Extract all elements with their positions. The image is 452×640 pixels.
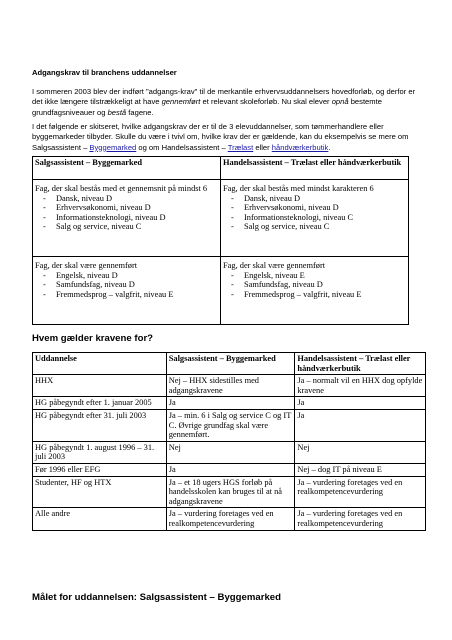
table-cell <box>33 257 221 325</box>
table-cell <box>221 180 409 257</box>
text-run: og om Handelsassistent – <box>136 142 228 152</box>
cell-title: Fag, der skal bestås med mindst karakteren 6 <box>223 184 374 193</box>
table-cell: Ja <box>295 409 426 441</box>
section-heading: Adgangskrav til branchens uddannelser <box>32 68 177 77</box>
header-salgsassistent: Salgsassistent – Byggemarked <box>33 157 221 180</box>
table-cell: Studenter, HF og HTX <box>33 476 167 508</box>
list-item: - Salg og service, niveau C <box>43 222 218 232</box>
requirements-paragraph <box>32 122 424 153</box>
table-row <box>33 463 426 476</box>
text-run: I det følgende er skitseret, hvilke adgangskrav der er til de 3 elevuddannelser, som tømmerhandlere eller byggemarkeder tilbyder. Skulle du være i tvivl om, hvilke krav der er gældende, kan du eksempelvis se mere om Salgsassistent – <box>32 122 409 152</box>
table-cell: Ja – vurdering foretages ved en realkompetencevurdering <box>166 508 295 530</box>
requirements-table <box>32 156 409 325</box>
table-row <box>33 476 426 508</box>
intro-paragraph <box>32 87 424 118</box>
table-cell: Ja – vurdering foretages ved en realkompetencevurdering <box>295 476 426 508</box>
table-row <box>33 409 426 441</box>
table-header-row <box>33 353 426 375</box>
table-cell: Nej <box>166 441 295 463</box>
table-cell: Ja <box>295 397 426 410</box>
table-row <box>33 180 409 257</box>
list-item: - Engelsk, niveau D <box>43 271 218 281</box>
eligibility-table <box>32 352 426 531</box>
subject-list <box>223 271 406 300</box>
list-item: - Informationsteknologi, niveau D <box>43 213 218 223</box>
list-item: - Dansk, niveau D <box>43 194 218 204</box>
subject-list <box>35 271 218 300</box>
header-uddannelse: Uddannelse <box>33 353 167 375</box>
link-haandvaerkerbutik[interactable]: håndværkerbutik <box>271 142 329 152</box>
list-item: - Fremmedsprog – valgfrit, niveau E <box>231 290 406 300</box>
table-row <box>33 397 426 410</box>
table-row <box>33 257 409 325</box>
table-cell: Nej – dog IT på niveau E <box>295 463 426 476</box>
text-run: bestemte grundfagsniveauer og <box>32 97 382 117</box>
list-item: - Erhvervsøkonomi, niveau D <box>231 203 406 213</box>
emphasis-text: gennemført <box>161 97 201 107</box>
list-item: - Informationsteknologi, niveau C <box>231 213 406 223</box>
table-cell: HHX <box>33 375 167 397</box>
text-run: et relevant skoleforløb. Nu skal elever <box>200 97 332 107</box>
cell-title: Fag, der skal bestås med et gennemsnit på mindst 6 <box>35 184 208 193</box>
link-byggemarked[interactable]: Byggemarked <box>89 142 137 152</box>
list-item: - Samfundsfag, niveau D <box>231 280 406 290</box>
list-item: - Dansk, niveau D <box>231 194 406 204</box>
table-row <box>33 508 426 530</box>
table-cell: HG påbegyndt efter 31. juli 2003 <box>33 409 167 441</box>
table-cell: Før 1996 eller EFG <box>33 463 167 476</box>
list-item: - Samfundsfag, niveau D <box>43 280 218 290</box>
text-run: I sommeren 2003 blev der indført "adgangs-krav" til de merkantile erhvervsuddannelsers hovedforløb, og derfor er det ikke længere tilstrækkeligt at have <box>32 87 416 107</box>
list-item: - Fremmedsprog – valgfrit, niveau E <box>43 290 218 300</box>
emphasis-text: opnå <box>331 97 349 107</box>
table-cell: Ja <box>166 463 295 476</box>
table-row <box>33 375 426 397</box>
section-heading-goal: Målet for uddannelsen: Salgsassistent – Byggemarked <box>32 592 281 603</box>
cell-title: Fag, der skal være gennemført <box>223 261 326 270</box>
table-row <box>33 441 426 463</box>
table-cell: Ja <box>166 397 295 410</box>
subject-list <box>35 194 218 232</box>
table-cell: Nej <box>295 441 426 463</box>
cell-title: Fag, der skal være gennemført <box>35 261 138 270</box>
list-item: - Salg og service, niveau C <box>231 222 406 232</box>
table-cell: Ja – vurdering foretages ved en realkompetencevurdering <box>295 508 426 530</box>
table-cell: Nej – HHX sidestilles med adgangskravene <box>166 375 295 397</box>
header-handelsassistent: Handelsassistent – Trælast eller håndværkerbutik <box>221 157 409 180</box>
text-run: . <box>328 142 331 152</box>
table-cell: Ja – et 18 ugers HGS forløb på handelsskolen kan bruges til at nå adgangskravene <box>166 476 295 508</box>
list-item: - Erhvervsøkonomi, niveau D <box>43 203 218 213</box>
subject-list <box>223 194 406 232</box>
list-item: - Engelsk, niveau E <box>231 271 406 281</box>
header-handelsassistent: Handelsassistent – Trælast eller håndværkerbutik <box>295 353 426 375</box>
table-cell <box>221 257 409 325</box>
table-cell: HG påbegyndt efter 1. januar 2005 <box>33 397 167 410</box>
table-cell: Ja – min. 6 i Salg og service C og IT C. Øvrige grundfag skal være gennemført. <box>166 409 295 441</box>
link-traelast[interactable]: Trælast <box>227 142 254 152</box>
text-run: eller <box>253 142 272 152</box>
table-cell: HG påbegyndt 1. august 1996 – 31. juli 2003 <box>33 441 167 463</box>
header-salgsassistent: Salgsassistent – Byggemarked <box>166 353 295 375</box>
section-heading-eligibility: Hvem gælder kravene for? <box>32 333 154 344</box>
text-run: fagene. <box>126 107 154 117</box>
table-cell: Alle andre <box>33 508 167 530</box>
emphasis-text: bestå <box>107 107 127 117</box>
table-header-row <box>33 157 409 180</box>
table-cell: Ja – normalt vil en HHX dog opfylde kravene <box>295 375 426 397</box>
table-cell <box>33 180 221 257</box>
